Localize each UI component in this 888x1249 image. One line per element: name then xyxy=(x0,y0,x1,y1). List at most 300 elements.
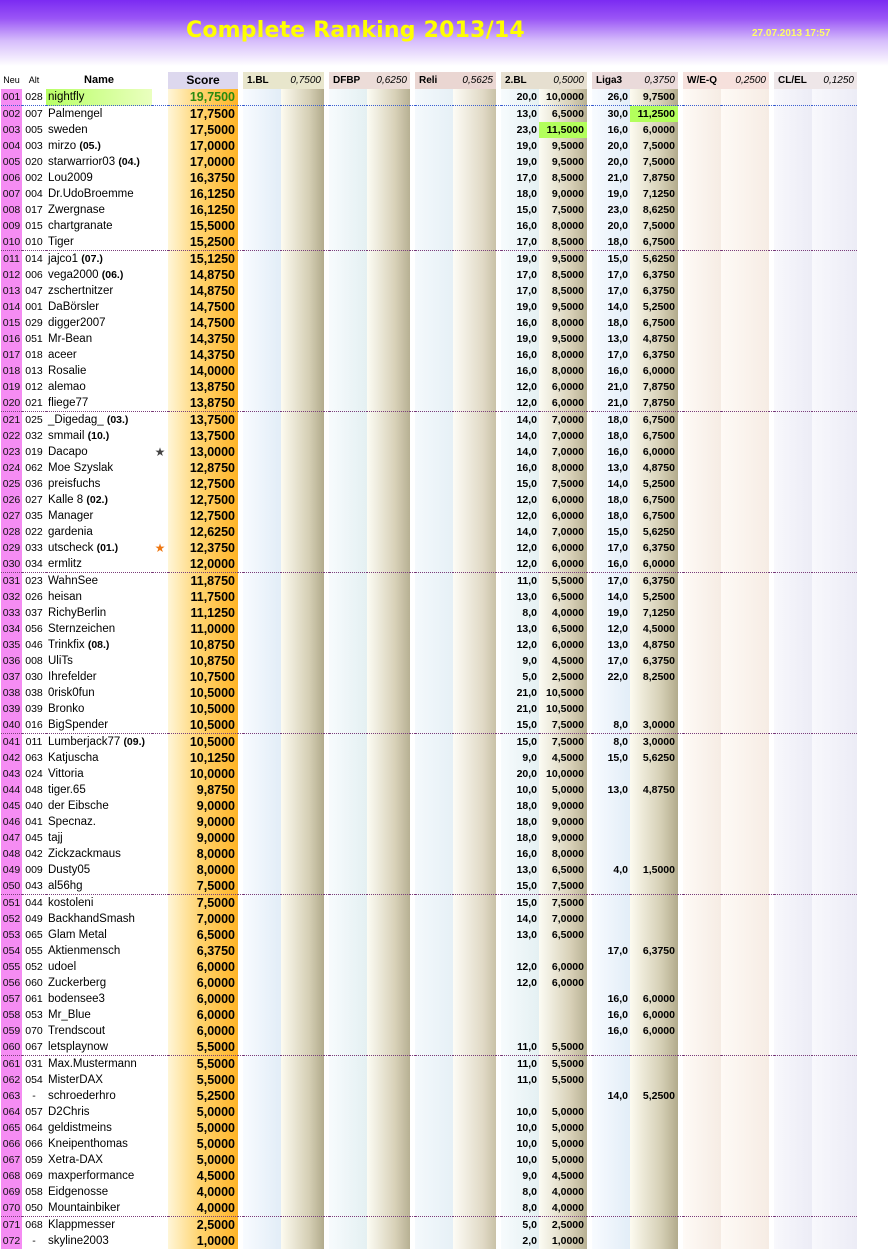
cell-clel-points xyxy=(774,299,812,315)
cell-dfbp-value xyxy=(367,1023,410,1039)
cell-1bl-points xyxy=(243,717,281,733)
cell-2bl-value: 4,0000 xyxy=(539,1200,587,1216)
cell-reli-value xyxy=(453,782,496,798)
total-score: 14,8750 xyxy=(168,283,238,299)
cell-weq-points xyxy=(683,572,721,589)
cell-reli-value xyxy=(453,1120,496,1136)
cell-liga3-points: 16,0 xyxy=(592,444,630,460)
cell-1bl-value xyxy=(281,170,324,186)
cell-clel-points xyxy=(774,363,812,379)
rank-new: 055 xyxy=(2,961,21,973)
cell-clel-value xyxy=(812,186,857,202)
cell-1bl-value xyxy=(281,508,324,524)
cell-dfbp-value xyxy=(367,202,410,218)
cell-1bl-value xyxy=(281,637,324,653)
mark-cell xyxy=(152,267,168,283)
cell-2bl-value: 5,0000 xyxy=(539,1120,587,1136)
player-name xyxy=(46,1184,152,1200)
player-name-text: bodensee3 xyxy=(48,993,105,1005)
cell-weq-points xyxy=(683,283,721,299)
cell-1bl-value xyxy=(281,589,324,605)
cell-weq-points xyxy=(683,927,721,943)
cell-reli-points xyxy=(415,1152,453,1168)
header-liga3-label: Liga3 xyxy=(592,72,630,89)
cell-1bl-points xyxy=(243,637,281,653)
cell-weq-value xyxy=(721,1039,769,1055)
cell-reli-value xyxy=(453,395,496,411)
cell-1bl-points xyxy=(243,572,281,589)
player-name xyxy=(46,894,152,911)
mark-cell xyxy=(152,524,168,540)
cell-liga3-value: 6,3750 xyxy=(630,347,678,363)
cell-reli-value xyxy=(453,766,496,782)
cell-reli-value xyxy=(453,750,496,766)
cell-liga3-value xyxy=(630,814,678,830)
player-name xyxy=(46,170,152,186)
player-name xyxy=(46,460,152,476)
ranking-rows xyxy=(1,89,857,1249)
total-score: 10,0000 xyxy=(168,766,238,782)
player-name-text: RichyBerlin xyxy=(48,607,107,619)
cell-dfbp-points xyxy=(329,1216,367,1233)
cell-reli-value xyxy=(453,991,496,1007)
mark-cell xyxy=(152,89,168,106)
player-name-text: sweden xyxy=(48,124,88,136)
cell-dfbp-points xyxy=(329,846,367,862)
mark-cell xyxy=(152,846,168,862)
player-name xyxy=(46,138,152,154)
cell-weq-points xyxy=(683,1120,721,1136)
player-name-text: Vittoria xyxy=(48,768,84,780)
player-name-text: BackhandSmash xyxy=(48,913,135,925)
cell-1bl-points xyxy=(243,814,281,830)
player-name-text: Zuckerberg xyxy=(48,977,107,989)
rank-new: 023 xyxy=(2,446,21,458)
cell-2bl-points: 15,0 xyxy=(501,476,539,492)
header-reli-label: Reli xyxy=(415,72,453,89)
cell-1bl-value xyxy=(281,154,324,170)
cell-reli-points xyxy=(415,122,453,138)
cell-1bl-points xyxy=(243,411,281,428)
mark-cell xyxy=(152,1088,168,1104)
cell-clel-points xyxy=(774,234,812,250)
cell-dfbp-value xyxy=(367,250,410,267)
table-row xyxy=(1,556,857,572)
cell-1bl-points xyxy=(243,1152,281,1168)
mark-cell xyxy=(152,411,168,428)
cell-clel-value xyxy=(812,508,857,524)
rank-old: 036 xyxy=(25,478,43,490)
cell-liga3-points: 18,0 xyxy=(592,411,630,428)
player-name xyxy=(46,315,152,331)
cell-liga3-points: 20,0 xyxy=(592,218,630,234)
cell-2bl-points: 15,0 xyxy=(501,202,539,218)
mark-cell xyxy=(152,911,168,927)
cell-liga3-points: 14,0 xyxy=(592,1088,630,1104)
cell-reli-points xyxy=(415,379,453,395)
cell-liga3-points: 17,0 xyxy=(592,267,630,283)
cell-2bl-value: 5,0000 xyxy=(539,1136,587,1152)
player-name xyxy=(46,685,152,701)
cell-clel-value xyxy=(812,701,857,717)
total-score: 14,3750 xyxy=(168,347,238,363)
player-name xyxy=(46,637,152,653)
total-score: 5,0000 xyxy=(168,1152,238,1168)
cell-reli-points xyxy=(415,943,453,959)
previous-rank-note: (01.) xyxy=(96,542,119,554)
cell-liga3-value: 4,5000 xyxy=(630,621,678,637)
cell-1bl-points xyxy=(243,798,281,814)
cell-liga3-points: 20,0 xyxy=(592,154,630,170)
cell-reli-points xyxy=(415,1072,453,1088)
cell-liga3-value: 5,2500 xyxy=(630,589,678,605)
header-weq-label: W/E-Q xyxy=(683,72,721,89)
cell-2bl-value xyxy=(539,1088,587,1104)
cell-weq-points xyxy=(683,1200,721,1216)
cell-1bl-points xyxy=(243,685,281,701)
cell-reli-points xyxy=(415,1216,453,1233)
total-score: 13,8750 xyxy=(168,379,238,395)
cell-1bl-points xyxy=(243,234,281,250)
cell-dfbp-value xyxy=(367,878,410,894)
cell-dfbp-value xyxy=(367,991,410,1007)
cell-1bl-points xyxy=(243,202,281,218)
table-row xyxy=(1,1216,857,1233)
cell-reli-value xyxy=(453,234,496,250)
player-name-text: skyline2003 xyxy=(48,1235,109,1247)
cell-2bl-value: 5,5000 xyxy=(539,1055,587,1072)
cell-clel-value xyxy=(812,444,857,460)
cell-1bl-points xyxy=(243,733,281,750)
cell-dfbp-value xyxy=(367,1055,410,1072)
cell-reli-value xyxy=(453,1200,496,1216)
cell-dfbp-value xyxy=(367,347,410,363)
total-score: 16,3750 xyxy=(168,170,238,186)
player-name xyxy=(46,733,152,750)
cell-1bl-value xyxy=(281,943,324,959)
cell-reli-points xyxy=(415,154,453,170)
table-row xyxy=(1,589,857,605)
cell-dfbp-points xyxy=(329,267,367,283)
player-name xyxy=(46,428,152,444)
cell-reli-points xyxy=(415,572,453,589)
mark-cell xyxy=(152,106,168,122)
cell-1bl-value xyxy=(281,347,324,363)
total-score: 9,0000 xyxy=(168,830,238,846)
table-row xyxy=(1,122,857,138)
cell-reli-points xyxy=(415,798,453,814)
cell-2bl-value: 8,0000 xyxy=(539,315,587,331)
cell-weq-value xyxy=(721,878,769,894)
cell-reli-value xyxy=(453,267,496,283)
cell-liga3-value: 6,3750 xyxy=(630,943,678,959)
total-score: 5,0000 xyxy=(168,1136,238,1152)
rank-old: 046 xyxy=(25,639,43,651)
cell-2bl-points: 11,0 xyxy=(501,572,539,589)
rank-new: 051 xyxy=(1,894,22,911)
cell-liga3-points: 15,0 xyxy=(592,250,630,267)
cell-1bl-points xyxy=(243,138,281,154)
cell-reli-points xyxy=(415,927,453,943)
cell-clel-value xyxy=(812,1136,857,1152)
previous-rank-note: (09.) xyxy=(123,736,146,748)
table-row xyxy=(1,1168,857,1184)
cell-2bl-points: 17,0 xyxy=(501,234,539,250)
cell-2bl-value xyxy=(539,991,587,1007)
cell-liga3-points: 8,0 xyxy=(592,717,630,733)
rank-new: 029 xyxy=(2,542,21,554)
cell-dfbp-points xyxy=(329,1023,367,1039)
mark-cell xyxy=(152,508,168,524)
rank-new: 003 xyxy=(2,124,21,136)
cell-dfbp-value xyxy=(367,186,410,202)
cell-dfbp-points xyxy=(329,1200,367,1216)
cell-weq-value xyxy=(721,653,769,669)
total-score: 7,5000 xyxy=(168,878,238,894)
cell-2bl-value: 2,5000 xyxy=(539,669,587,685)
cell-2bl-points: 17,0 xyxy=(501,267,539,283)
cell-liga3-value: 6,7500 xyxy=(630,234,678,250)
cell-weq-value xyxy=(721,347,769,363)
cell-weq-value xyxy=(721,331,769,347)
header-name: Name xyxy=(84,74,114,86)
cell-weq-points xyxy=(683,508,721,524)
player-name xyxy=(46,331,152,347)
cell-liga3-points xyxy=(592,878,630,894)
cell-1bl-value xyxy=(281,766,324,782)
cell-reli-value xyxy=(453,830,496,846)
table-row xyxy=(1,637,857,653)
table-row xyxy=(1,1104,857,1120)
rank-new: 027 xyxy=(2,510,21,522)
total-score: 17,0000 xyxy=(168,154,238,170)
total-score: 9,0000 xyxy=(168,798,238,814)
cell-reli-value xyxy=(453,250,496,267)
cell-reli-points xyxy=(415,1088,453,1104)
cell-reli-points xyxy=(415,331,453,347)
cell-reli-value xyxy=(453,943,496,959)
cell-1bl-points xyxy=(243,894,281,911)
cell-dfbp-value xyxy=(367,1104,410,1120)
cell-weq-value xyxy=(721,605,769,621)
rank-new: 022 xyxy=(2,430,21,442)
table-row xyxy=(1,685,857,701)
rank-old: 053 xyxy=(25,1009,43,1021)
cell-clel-value xyxy=(812,524,857,540)
cell-dfbp-points xyxy=(329,685,367,701)
mark-cell xyxy=(152,1184,168,1200)
cell-liga3-points: 15,0 xyxy=(592,750,630,766)
player-name-text: schroederhro xyxy=(48,1090,116,1102)
cell-clel-points xyxy=(774,701,812,717)
cell-liga3-value: 8,2500 xyxy=(630,669,678,685)
cell-liga3-value: 11,2500 xyxy=(630,106,678,122)
mark-cell xyxy=(152,991,168,1007)
player-name xyxy=(46,814,152,830)
cell-liga3-value: 5,2500 xyxy=(630,1088,678,1104)
cell-weq-points xyxy=(683,911,721,927)
player-name-text: Specnaz. xyxy=(48,816,96,828)
cell-liga3-points: 18,0 xyxy=(592,492,630,508)
cell-liga3-value: 7,1250 xyxy=(630,605,678,621)
cell-dfbp-value xyxy=(367,540,410,556)
cell-weq-value xyxy=(721,492,769,508)
rank-new: 065 xyxy=(2,1122,21,1134)
rank-old: - xyxy=(32,1235,36,1247)
rank-old: 037 xyxy=(25,607,43,619)
cell-reli-points xyxy=(415,1136,453,1152)
cell-clel-value xyxy=(812,1216,857,1233)
cell-liga3-value: 6,3750 xyxy=(630,653,678,669)
cell-reli-points xyxy=(415,717,453,733)
cell-1bl-points xyxy=(243,750,281,766)
cell-2bl-value: 6,5000 xyxy=(539,589,587,605)
cell-liga3-value: 6,7500 xyxy=(630,508,678,524)
cell-weq-points xyxy=(683,363,721,379)
cell-2bl-points: 15,0 xyxy=(501,717,539,733)
cell-clel-value xyxy=(812,589,857,605)
cell-liga3-points: 13,0 xyxy=(592,460,630,476)
player-name xyxy=(46,1007,152,1023)
cell-dfbp-points xyxy=(329,669,367,685)
player-name xyxy=(46,911,152,927)
player-name xyxy=(46,202,152,218)
player-name-text: D2Chris xyxy=(48,1106,90,1118)
cell-1bl-value xyxy=(281,653,324,669)
table-row xyxy=(1,701,857,717)
cell-weq-value xyxy=(721,524,769,540)
table-row xyxy=(1,186,857,202)
cell-reli-value xyxy=(453,122,496,138)
cell-2bl-points: 19,0 xyxy=(501,154,539,170)
cell-clel-points xyxy=(774,476,812,492)
cell-reli-points xyxy=(415,428,453,444)
cell-weq-value xyxy=(721,508,769,524)
cell-2bl-points: 8,0 xyxy=(501,1184,539,1200)
cell-clel-value xyxy=(812,1152,857,1168)
cell-weq-value xyxy=(721,798,769,814)
player-name-text: Kneipenthomas xyxy=(48,1138,128,1150)
player-name xyxy=(46,1104,152,1120)
table-row xyxy=(1,605,857,621)
cell-weq-value xyxy=(721,830,769,846)
cell-clel-value xyxy=(812,1120,857,1136)
cell-reli-points xyxy=(415,878,453,894)
cell-liga3-value xyxy=(630,846,678,862)
mark-cell xyxy=(152,878,168,894)
rank-old: 063 xyxy=(25,752,43,764)
cell-dfbp-points xyxy=(329,1072,367,1088)
cell-clel-points xyxy=(774,283,812,299)
cell-dfbp-value xyxy=(367,556,410,572)
cell-clel-value xyxy=(812,798,857,814)
cell-clel-value xyxy=(812,814,857,830)
mark-cell xyxy=(152,1007,168,1023)
cell-weq-value xyxy=(721,1136,769,1152)
header-row xyxy=(1,72,857,89)
cell-2bl-points: 12,0 xyxy=(501,637,539,653)
cell-reli-points xyxy=(415,1120,453,1136)
total-score: 5,5000 xyxy=(168,1055,238,1072)
cell-1bl-points xyxy=(243,959,281,975)
cell-liga3-value: 6,3750 xyxy=(630,283,678,299)
cell-2bl-points: 21,0 xyxy=(501,701,539,717)
cell-clel-value xyxy=(812,202,857,218)
total-score: 10,5000 xyxy=(168,701,238,717)
cell-clel-points xyxy=(774,524,812,540)
cell-liga3-value xyxy=(630,1216,678,1233)
player-name-text: Tiger xyxy=(48,236,74,248)
cell-1bl-value xyxy=(281,106,324,122)
rank-new: 059 xyxy=(2,1025,21,1037)
cell-clel-points xyxy=(774,927,812,943)
rank-old: 032 xyxy=(25,430,43,442)
cell-1bl-points xyxy=(243,1184,281,1200)
cell-2bl-value: 6,0000 xyxy=(539,637,587,653)
cell-1bl-points xyxy=(243,605,281,621)
rank-old: 047 xyxy=(25,285,43,297)
cell-2bl-value: 4,0000 xyxy=(539,605,587,621)
rank-old: 058 xyxy=(25,1186,43,1198)
rank-old: 060 xyxy=(25,977,43,989)
cell-1bl-points xyxy=(243,911,281,927)
mark-cell xyxy=(152,428,168,444)
header-clel-weight: 0,1250 xyxy=(812,72,857,89)
cell-dfbp-points xyxy=(329,283,367,299)
cell-clel-value xyxy=(812,572,857,589)
cell-liga3-points xyxy=(592,1120,630,1136)
rank-new: 043 xyxy=(2,768,21,780)
rank-new: 026 xyxy=(2,494,21,506)
total-score: 6,0000 xyxy=(168,991,238,1007)
rank-old: 020 xyxy=(25,156,43,168)
cell-reli-points xyxy=(415,524,453,540)
cell-2bl-value: 6,5000 xyxy=(539,927,587,943)
cell-dfbp-points xyxy=(329,733,367,750)
cell-reli-value xyxy=(453,524,496,540)
cell-weq-value xyxy=(721,1007,769,1023)
cell-weq-value xyxy=(721,894,769,911)
rank-old: 045 xyxy=(25,832,43,844)
player-name xyxy=(46,750,152,766)
cell-reli-points xyxy=(415,685,453,701)
cell-liga3-value xyxy=(630,1104,678,1120)
cell-2bl-value: 8,0000 xyxy=(539,218,587,234)
cell-liga3-points: 13,0 xyxy=(592,331,630,347)
cell-clel-points xyxy=(774,89,812,106)
player-name xyxy=(46,621,152,637)
cell-weq-value xyxy=(721,669,769,685)
header-2bl-label: 2.BL xyxy=(501,72,539,89)
cell-liga3-points: 16,0 xyxy=(592,122,630,138)
cell-weq-value xyxy=(721,428,769,444)
player-name xyxy=(46,605,152,621)
mark-cell xyxy=(152,347,168,363)
table-row xyxy=(1,315,857,331)
cell-liga3-value xyxy=(630,959,678,975)
cell-clel-value xyxy=(812,766,857,782)
cell-liga3-value: 6,0000 xyxy=(630,1023,678,1039)
cell-1bl-points xyxy=(243,218,281,234)
header-dfbp-weight: 0,6250 xyxy=(367,72,410,89)
cell-clel-value xyxy=(812,540,857,556)
total-score: 7,5000 xyxy=(168,894,238,911)
player-name-text: Mr_Blue xyxy=(48,1009,91,1021)
cell-liga3-value: 6,0000 xyxy=(630,991,678,1007)
cell-clel-value xyxy=(812,411,857,428)
table-row xyxy=(1,138,857,154)
cell-reli-value xyxy=(453,1152,496,1168)
